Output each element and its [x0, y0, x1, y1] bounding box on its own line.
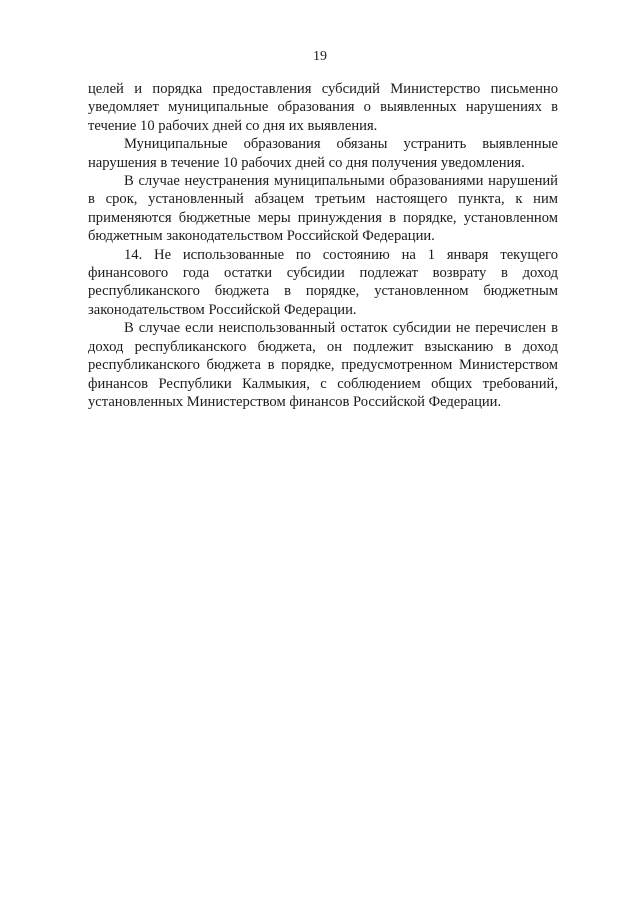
page-number: 19	[313, 49, 327, 64]
paragraph-continuation: целей и порядка предоставления субсидий Министерство письменно уведомляет муниципальные образования о выявленных нарушениях в течение 10 рабочих дней со дня их выявления.	[88, 81, 558, 134]
paragraph-enforcement-measures: В случае неустранения муниципальными образованиями нарушений в срок, установленный абзацем третьим настоящего пункта, к ним применяются бюджетные меры принуждения в порядке, установленном бюджетным законодательством Российской Федерации.	[88, 173, 558, 245]
paragraph-item-14-refund: 14. Не использованные по состоянию на 1 января текущего финансового года остатки субсидии подлежат возврату в доход республиканского бюджета в порядке, установленном бюджетным законодательством Российской Федерации.	[88, 246, 558, 318]
document-body	[88, 80, 558, 411]
paragraph-municipal-obligation: Муниципальные образования обязаны устранить выявленные нарушения в течение 10 рабочих дней со дня получения уведомления.	[88, 136, 558, 171]
paragraph-recovery: В случае если неиспользованный остаток субсидии не перечислен в доход республиканского бюджета, он подлежит взысканию в доход республиканского бюджета в порядке, предусмотренном Министерством финансов Республики Калмыкия, с соблюдением общих требований, установленных Министерством финансов Российской Федерации.	[88, 320, 558, 410]
